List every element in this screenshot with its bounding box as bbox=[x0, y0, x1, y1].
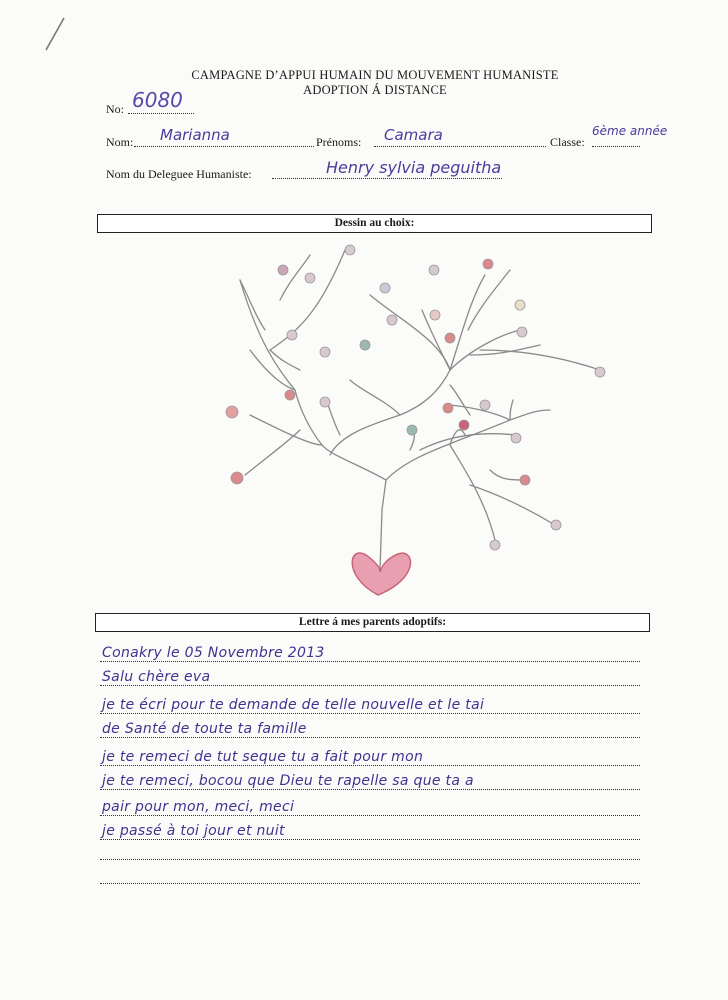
classe-dotted-line bbox=[592, 146, 640, 147]
classe-label: Classe: bbox=[550, 135, 585, 149]
letter-line bbox=[100, 840, 640, 860]
letter-line: je te remeci, bocou que Dieu te rapelle sa que ta a bbox=[100, 770, 640, 790]
letter-line: pair pour mon, meci, meci bbox=[100, 796, 640, 816]
nom-label: Nom: bbox=[106, 135, 134, 149]
adoption-subtitle: ADOPTION Á DISTANCE bbox=[303, 83, 447, 97]
letter-section-title: Lettre á mes parents adoptifs: bbox=[95, 613, 650, 632]
nom-value: Marianna bbox=[160, 126, 230, 144]
letter-line: de Santé de toute ta famille bbox=[100, 718, 640, 738]
letter-line: Salu chère eva bbox=[100, 666, 640, 686]
campaign-title: CAMPAGNE D’APPUI HUMAIN DU MOUVEMENT HUMANISTE bbox=[191, 68, 559, 82]
classe-value: 6ème année bbox=[592, 124, 668, 138]
no-label: No: bbox=[106, 102, 124, 116]
tree-drawing bbox=[210, 240, 620, 610]
prenoms-dotted-line bbox=[374, 146, 546, 147]
letter-line: je passé à toi jour et nuit bbox=[100, 820, 640, 840]
delegue-label: Nom du Deleguee Humaniste: bbox=[106, 167, 252, 181]
delegue-dotted-line bbox=[272, 178, 502, 179]
prenoms-value: Camara bbox=[384, 126, 443, 144]
no-value: 6080 bbox=[132, 88, 183, 112]
letter-line: je te écri pour te demande de telle nouvelle et le tai bbox=[100, 694, 640, 714]
heart-shape bbox=[352, 553, 410, 595]
letter-line: je te remeci de tut seque tu a fait pour mon bbox=[100, 746, 640, 766]
no-dotted-line bbox=[128, 113, 194, 114]
delegue-value: Henry sylvia peguitha bbox=[326, 158, 502, 177]
drawing-section-title: Dessin au choix: bbox=[97, 214, 652, 233]
prenoms-label: Prénoms: bbox=[316, 135, 362, 149]
letter-line bbox=[100, 864, 640, 884]
nom-dotted-line bbox=[134, 146, 314, 147]
pen-stroke-mark bbox=[40, 14, 70, 54]
letter-line: Conakry le 05 Novembre 2013 bbox=[100, 642, 640, 662]
